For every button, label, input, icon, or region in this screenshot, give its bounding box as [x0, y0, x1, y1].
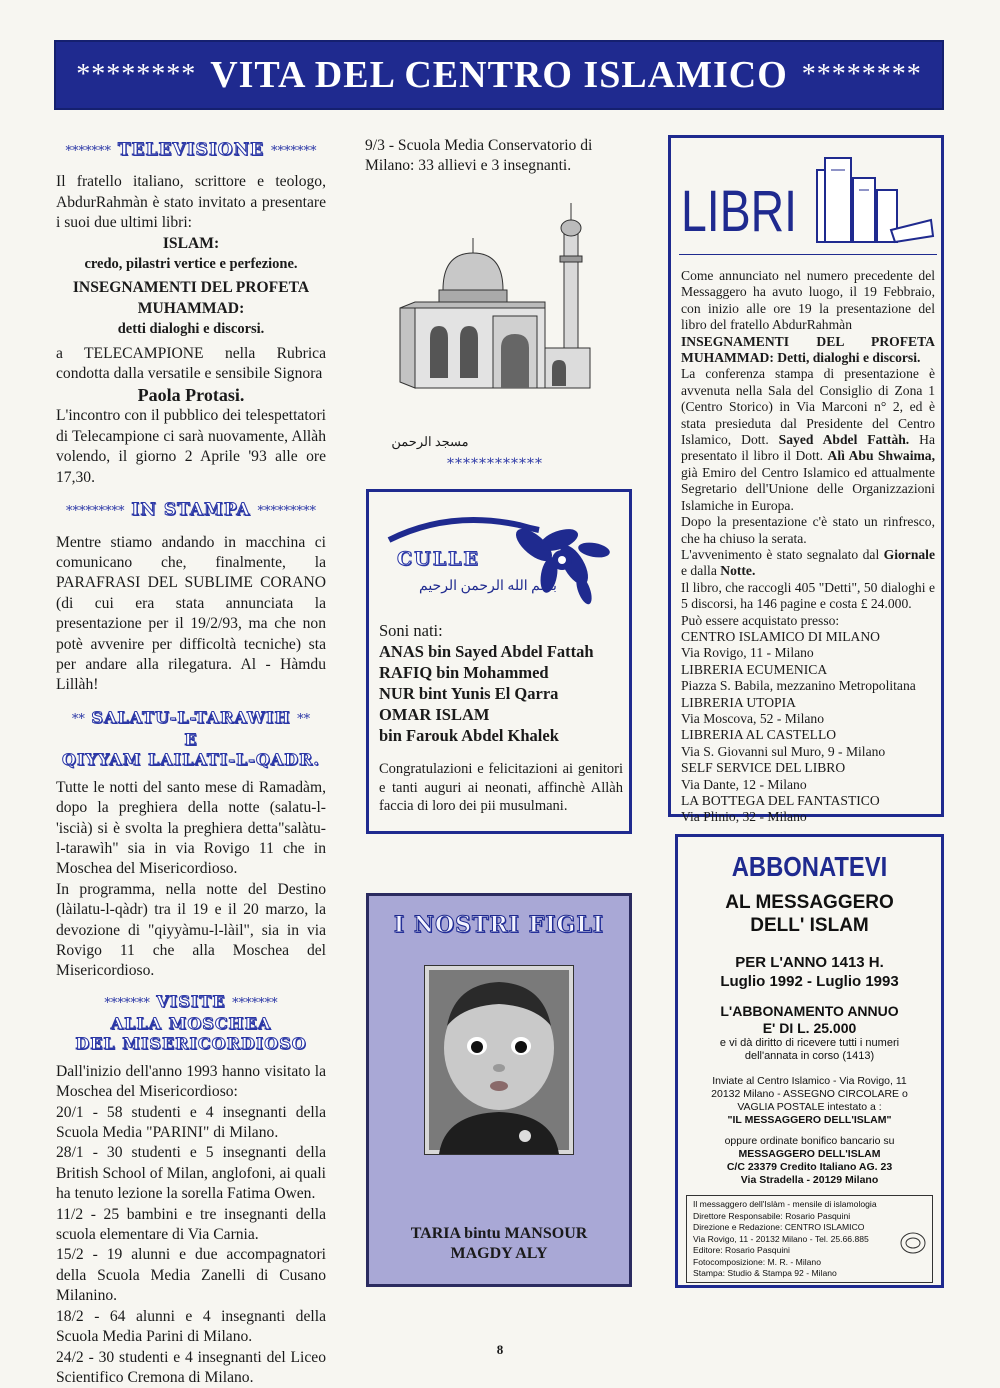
- visit-entry: 28/1 - 30 studenti e 5 insegnanti della British School of Milan, anglofoni, ai quali ha tenuto lezione la sorella Fatima Owen.: [56, 1143, 326, 1204]
- abbonatevi-box: [675, 834, 944, 1288]
- banner-stars-right: ********: [802, 59, 922, 91]
- book2-subtitle: detti dialoghi e discorsi.: [56, 319, 326, 339]
- book1-subtitle: credo, pilastri vertice e perfezione.: [56, 254, 326, 274]
- in-stampa-heading: [56, 500, 326, 522]
- middle-top: [365, 136, 637, 177]
- tarawih-title-line3: QIYYAM LAILATI-L-QADR.: [56, 750, 326, 770]
- colophon-box: [686, 1195, 933, 1283]
- banner-stars-left: ********: [76, 59, 196, 91]
- store-list: [681, 629, 935, 826]
- culle-congrats: Congratulazioni e felicitazioni ai genitori e tanti auguri ai neonati, affinchè Allàh faccia di loro dei pii musulmani.: [379, 760, 623, 816]
- libri-box: [668, 135, 944, 817]
- visite-intro: Dall'inizio dell'anno 1993 hanno visitato la Moschea del Misericordioso:: [56, 1062, 326, 1103]
- libri-paragraph: L'avvenimento è stato segnalato dal Giornale e dalla Notte.: [681, 547, 935, 580]
- libri-body: [681, 268, 935, 826]
- abbonatevi-rights1: e vi dà diritto di ricevere tutti i numeri: [678, 1037, 941, 1050]
- libri-paragraph: Il libro, che raccogli 405 "Detti", 50 dialoghi e 5 discorsi, ha 146 pagine e costa £ 24.000.: [681, 580, 935, 613]
- tarawih-title-line2: E: [56, 730, 326, 750]
- left-column: [56, 140, 326, 1388]
- in-stampa-title: IN STAMPA: [131, 500, 250, 520]
- visit-entry: 18/2 - 64 alunni e 4 insegnanti della Scuola Media Parini di Milano.: [56, 1307, 326, 1348]
- abbonatevi-bank: oppure ordinate bonifico bancario su MESSAGGERO DELL'ISLAM C/C 23379 Credito Italiano AG. 23 Via Stradella - 20129 Milano: [678, 1135, 941, 1187]
- store-name: SELF SERVICE DEL LIBRO: [681, 760, 935, 776]
- television-body2: L'incontro con il pubblico dei telespettatori di Telecampione ci sarà nuovamente, Allàh volendo, il giorno 2 Aprile '93 alle ore 17,30.: [56, 406, 326, 488]
- abbonatevi-price2: E' DI L. 25.000: [678, 1020, 941, 1037]
- births-intro: Soni nati:: [379, 620, 623, 641]
- visite-title-line3: DEL MISERICORDIOSO: [56, 1034, 326, 1054]
- visit-entry: 20/1 - 58 studenti e 4 insegnanti della Scuola Media "PARINI" di Milano.: [56, 1103, 326, 1144]
- visit-entry-continued: 9/3 - Scuola Media Conservatorio di Milano: 33 allievi e 3 insegnanti.: [365, 136, 637, 177]
- television-intro: Il fratello italiano, scrittore e teologo, AbdurRahmàn è stato invitato a presentare i suoi due ultimi libri:: [56, 172, 326, 233]
- colophon-line: Fotocomposizione: M. R. - Milano: [693, 1257, 926, 1269]
- store-address: Via S. Giovanni sul Muro, 9 - Milano: [681, 744, 935, 760]
- births-list: [379, 620, 623, 746]
- banner-title: VITA DEL CENTRO ISLAMICO: [210, 53, 788, 97]
- store-name: LIBRERIA AL CASTELLO: [681, 727, 935, 743]
- separator-stars: ************: [430, 456, 560, 472]
- colophon-line: Direzione e Redazione: CENTRO ISLAMICO: [693, 1222, 926, 1234]
- tarawih-heading: [56, 708, 326, 770]
- mosque-caption: مسجد الرحمن: [380, 434, 480, 450]
- colophon-line: Stampa: Studio & Stampa 92 - Milano: [693, 1268, 926, 1280]
- libri-title: LIBRI: [681, 178, 797, 245]
- abbonatevi-rights2: dell'annata in corso (1413): [678, 1050, 941, 1063]
- heading-stars: *******: [271, 144, 317, 159]
- store-address: Piazza S. Babila, mezzanino Metropolitana: [681, 678, 935, 694]
- page-banner: [54, 40, 944, 110]
- store-address: Via Rovigo, 11 - Milano: [681, 645, 935, 661]
- colophon-line: Via Rovigo, 11 - 20132 Milano - Tel. 25.66.885: [693, 1234, 926, 1246]
- heading-stars: *********: [66, 504, 125, 519]
- abbonatevi-year1: PER L'ANNO 1413 H.: [678, 953, 941, 972]
- birth-name: ANAS: [379, 642, 424, 661]
- libri-paragraph: Può essere acquistato presso:: [681, 613, 935, 629]
- baby-photo-frame: [424, 965, 574, 1155]
- birth-entry: [379, 641, 623, 662]
- store-name: LA BOTTEGA DEL FANTASTICO: [681, 793, 935, 809]
- libri-paragraph: Dopo la presentazione c'è stato un rinfresco, che ha chiuso la serata.: [681, 514, 935, 547]
- store-name: CENTRO ISLAMICO DI MILANO: [681, 629, 935, 645]
- abbonatevi-sub2: DELL' ISLAM: [678, 914, 941, 937]
- birth-entry: [379, 662, 623, 683]
- visit-entry: 15/2 - 19 alunni e due accompagnatori della Scuola Media Zanelli di Cusano Milanino.: [56, 1245, 326, 1306]
- tarawih-title-line1: SALATU-L-TARAWIH: [91, 708, 290, 727]
- in-stampa-body: Mentre stiamo andando in macchina ci comunicano che, finalmente, la PARAFRASI DEL SUBLIME CORANO (di cui era stata annunciata la presentazione per il 19/2/93, ma che non potè avvenire per difficoltà tecniche) sta per andare alla rilegatura. Al - Hàmdu Lillàh!: [56, 533, 326, 696]
- book2-title: INSEGNAMENTI DEL PROFETA MUHAMMAD:: [56, 278, 326, 319]
- abbonatevi-send: Inviate al Centro Islamico - Via Rovigo, 11 20132 Milano - ASSEGNO CIRCOLARE o VAGLIA POSTALE intestato a : "IL MESSAGGERO DELL'ISLAM": [678, 1075, 941, 1127]
- colophon-line: Editore: Rosario Pasquini: [693, 1245, 926, 1257]
- abbonatevi-sub1: AL MESSAGGERO: [678, 891, 941, 914]
- visite-title-line2: ALLA MOSCHEA: [56, 1014, 326, 1034]
- page-number: 8: [490, 1342, 510, 1358]
- birth-parent: bin Farouk Abdel Khalek: [379, 726, 559, 745]
- heading-stars: **: [72, 712, 85, 727]
- birth-name: OMAR ISLAM: [379, 705, 489, 724]
- libri-paragraph: Come annunciato nel numero precedente del Messaggero ha avuto luogo, il 19 Febbraio, con inizio alle ore 19 la presentazione del libro del fratello AbdurRahmàn: [681, 268, 935, 334]
- birth-name: NUR: [379, 684, 415, 703]
- figli-title: I NOSTRI FIGLI: [369, 912, 629, 938]
- heading-stars: *******: [65, 144, 111, 159]
- colophon-line: Il messaggero dell'Islàm - mensile di islamologia: [693, 1199, 926, 1211]
- culle-title: CULLE: [397, 548, 480, 570]
- figli-caption-line2: MAGDY ALY: [369, 1244, 629, 1264]
- heading-stars: *********: [258, 504, 317, 519]
- store-address: Via Dante, 12 - Milano: [681, 777, 935, 793]
- figli-box: [366, 893, 632, 1287]
- visite-heading: [56, 992, 326, 1054]
- basmala: بسم الله الرحمن الرحيم: [419, 578, 557, 595]
- store-name: LIBRERIA UTOPIA: [681, 695, 935, 711]
- heading-stars: *******: [232, 996, 278, 1011]
- emblem-icon: [900, 1232, 926, 1254]
- television-title: TELEVISIONE: [118, 140, 264, 160]
- birth-name: RAFIQ: [379, 663, 432, 682]
- libri-paragraph: La conferenza stampa di presentazione è avvenuta nella Sala del Consiglio di Zona 1 (Centro Storico) in Via Marconi n° 2, ed è stata presieduta dal Presidente del Centro Islamico, Dott. Sayed Abdel Fattàh. Ha presentato il libro il Dott. Alì Abu Shwaima, già Emiro del Centro Islamico ed attualmente Segretario dell'Unione delle Organizzazioni Islamiche in Europa.: [681, 366, 935, 514]
- abbonatevi-title: ABBONATEVI: [698, 851, 922, 883]
- birth-parent: bin Sayed Abdel Fattah: [424, 642, 594, 661]
- birth-entry: [379, 704, 623, 725]
- libri-book-title: INSEGNAMENTI DEL PROFETA MUHAMMAD: Detti, dialoghi e discorsi.: [681, 334, 935, 367]
- birth-entry: [379, 683, 623, 704]
- television-heading: [56, 140, 326, 162]
- colophon-line: Direttore Responsabile: Rosario Pasquini: [693, 1211, 926, 1223]
- culle-box: [366, 489, 632, 834]
- figli-caption: [369, 1224, 629, 1264]
- abbonatevi-year2: Luglio 1992 - Luglio 1993: [678, 972, 941, 991]
- visit-entry: 24/2 - 30 studenti e 4 insegnanti del Liceo Scientifico Cremona di Milano.: [56, 1348, 326, 1388]
- visite-title-line1: VISITE: [156, 992, 225, 1011]
- figli-caption-line1: TARIA bintu MANSOUR: [369, 1224, 629, 1244]
- abbonatevi-price1: L'ABBONAMENTO ANNUO: [678, 1003, 941, 1020]
- birth-entry: [379, 725, 623, 746]
- store-address: Via Plinio, 32 - Milano: [681, 809, 935, 825]
- store-address: Via Moscova, 52 - Milano: [681, 711, 935, 727]
- book1-title: ISLAM:: [56, 234, 326, 254]
- television-body1: a TELECAMPIONE nella Rubrica condotta dalla versatile e sensibile Signora: [56, 344, 326, 385]
- store-name: LIBRERIA ECUMENICA: [681, 662, 935, 678]
- birth-parent: bin Mohammed: [432, 663, 548, 682]
- heading-stars: *******: [104, 996, 150, 1011]
- tarawih-body1: Tutte le notti del santo mese di Ramadàm, dopo la preghiera della notte (salatu-l-'iscià) si è svolta la preghiera detta"salàtu-l-tarawìh" sia in via Rovigo 11 che in Moschea del Misericordioso.: [56, 778, 326, 880]
- tarawih-body2: In programma, nella notte del Destino (làilatu-l-qàdr) tra il 19 e il 20 marzo, la devozione di "qiyyàmu-l-làil", sia in via Rovigo 11 che alla Moschea del Misericordioso.: [56, 880, 326, 982]
- heading-stars: **: [297, 712, 310, 727]
- host-name: Paola Protasi.: [56, 384, 326, 406]
- books-icon: [813, 150, 935, 245]
- libri-divider: [679, 254, 937, 255]
- mosque-illustration: [395, 198, 605, 398]
- visit-entry: 11/2 - 25 bambini e tre insegnanti della scuola elementare di Via Carnia.: [56, 1205, 326, 1246]
- baby-photo: [425, 966, 573, 1154]
- birth-parent: bint Yunis El Qarra: [415, 684, 559, 703]
